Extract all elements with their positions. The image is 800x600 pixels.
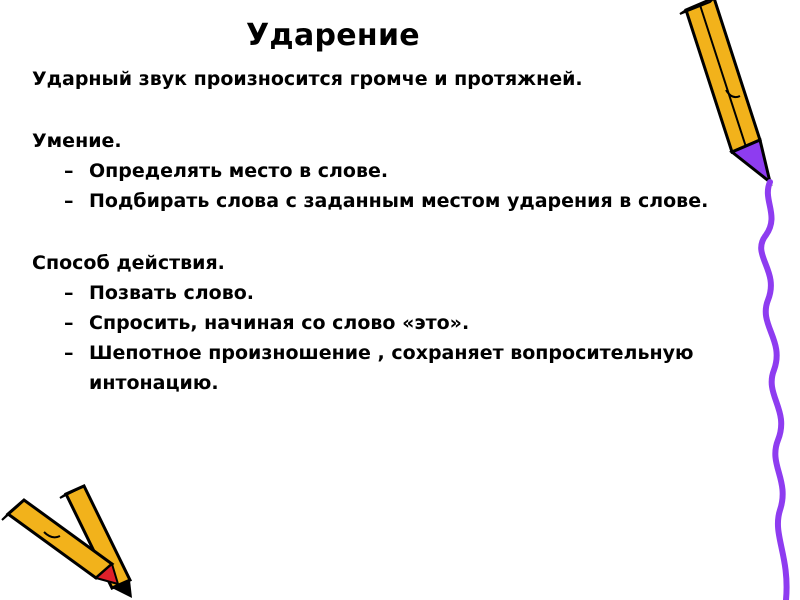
skill-list (32, 156, 712, 216)
method-list (32, 278, 712, 398)
section-heading-method: Способ действия. (32, 252, 225, 274)
list-item: – Определять место в слове. (64, 156, 712, 186)
list-item: – Шепотное произношение , сохраняет вопросительную интонацию. (64, 338, 712, 398)
slide-body (32, 64, 712, 398)
list-item: – Подбирать слова с заданным местом ударения в слове. (64, 186, 712, 216)
list-item: – Спросить, начиная со слово «это». (64, 308, 712, 338)
purple-squiggle-line (761, 182, 786, 600)
pencil-squiggle-icon (640, 0, 800, 600)
crossed-pencils-icon (0, 480, 170, 600)
section-heading-skill: Умение. (32, 130, 122, 152)
slide-title: Ударение (246, 18, 420, 53)
list-item: – Позвать слово. (64, 278, 712, 308)
intro-text: Ударный звук произносится громче и протяжней. (32, 68, 583, 90)
pencil-icon (680, 0, 770, 182)
